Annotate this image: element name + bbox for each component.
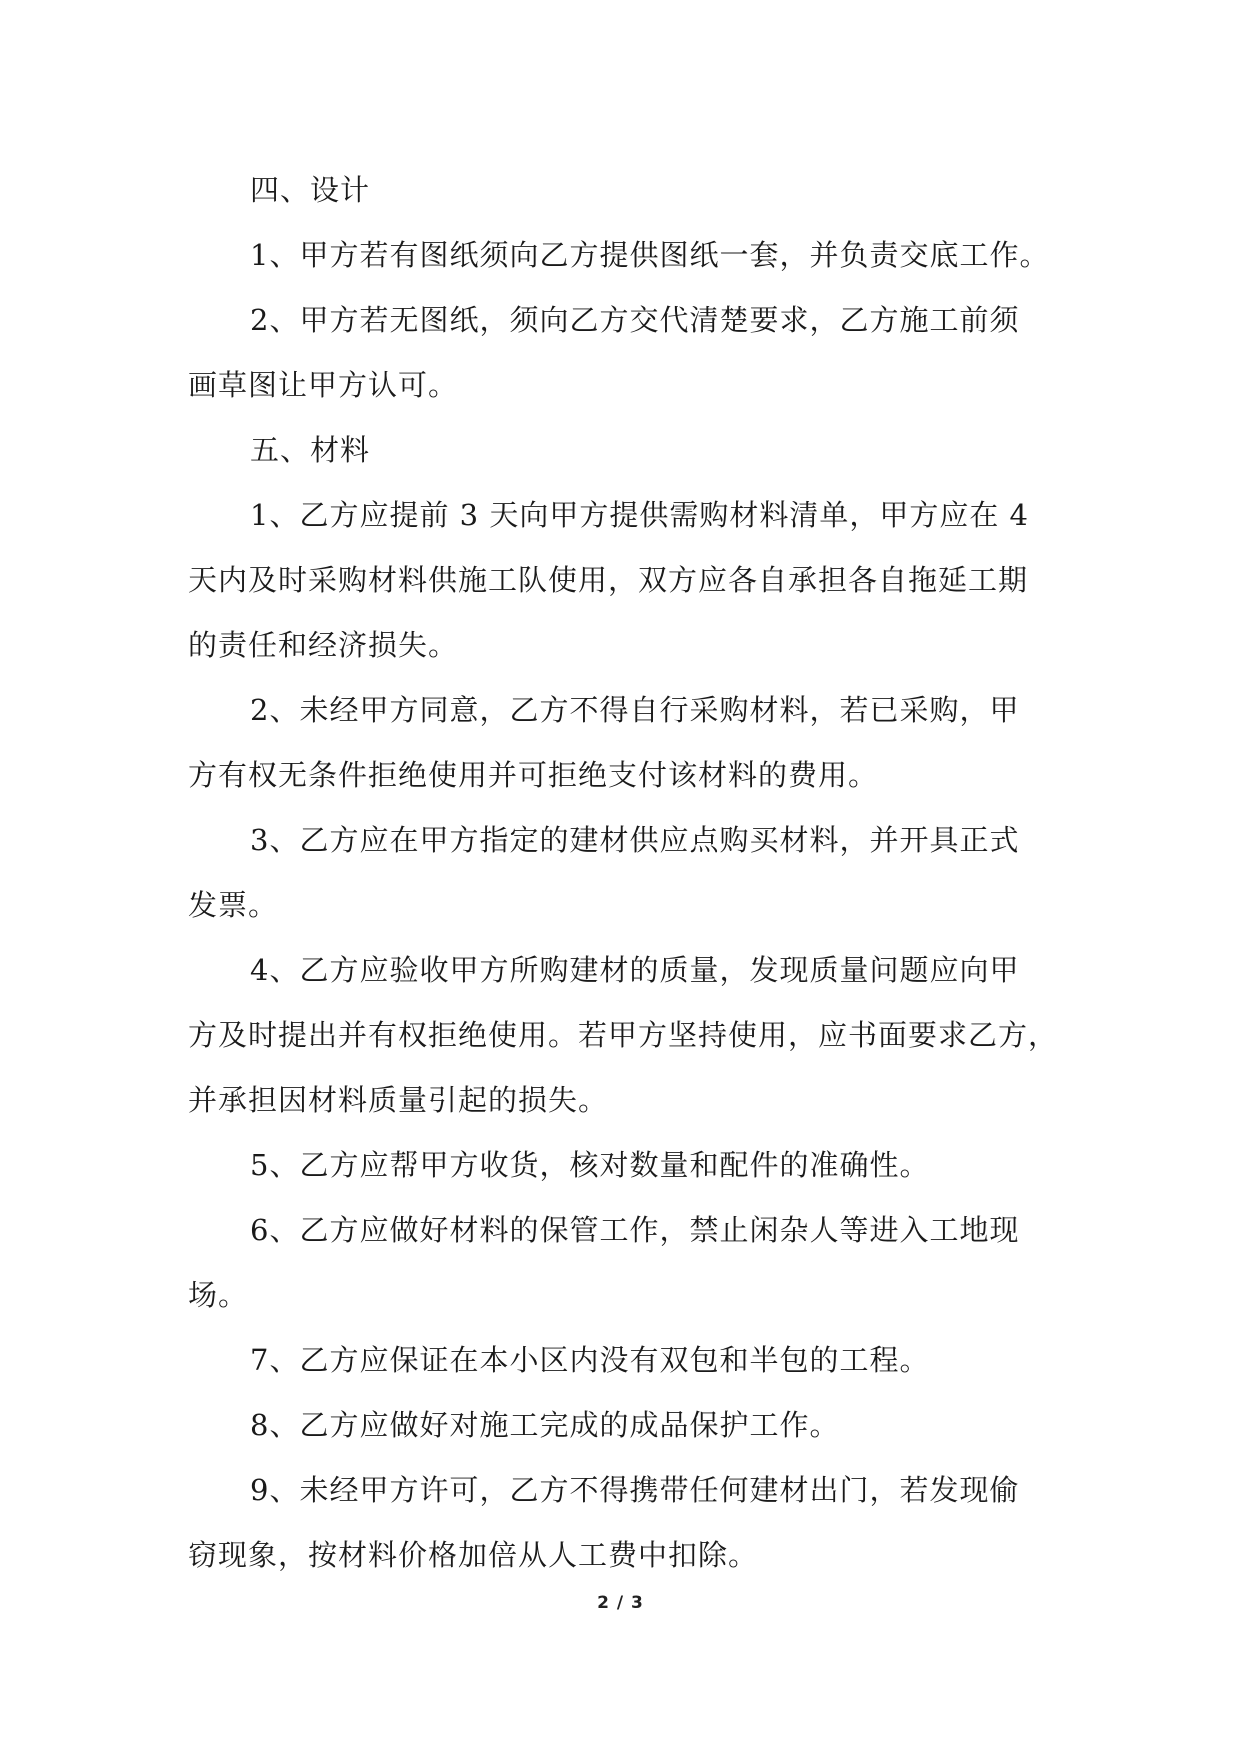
section-heading-materials: 五、材料 [250,433,371,467]
clause-4-2 [188,288,1058,418]
clause-5-4 [188,938,1058,1133]
clause-line: 方及时提出并有权拒绝使用。若甲方坚持使用，应书面要求乙方， [188,1018,1059,1052]
clause-line: 并承担因材料质量引起的损失。 [188,1083,609,1117]
clause-line: 4、乙方应验收甲方所购建材的质量，发现质量问题应向甲 [250,953,1020,987]
clause-line: 窃现象，按材料价格加倍从人工费中扣除。 [188,1538,759,1572]
clause-5-3 [188,808,1058,938]
clause-line: 方有权无条件拒绝使用并可拒绝支付该材料的费用。 [188,758,879,792]
clause-line: 场。 [188,1278,249,1312]
clause-5-6 [188,1198,1058,1328]
clause-line: 7、乙方应保证在本小区内没有双包和半包的工程。 [250,1343,930,1377]
clause-line: 的责任和经济损失。 [188,628,459,662]
clause-line: 发票。 [188,888,279,922]
clause-5-7 [188,1328,1058,1393]
clause-line: 画草图让甲方认可。 [188,368,459,402]
clause-5-8 [188,1393,1058,1458]
clause-line: 1、乙方应提前 3 天向甲方提供需购材料清单，甲方应在 4 [250,498,1030,532]
page-number: 2 / 3 [597,1593,644,1613]
clause-5-9 [188,1458,1058,1588]
clause-line: 天内及时采购材料供施工队使用，双方应各自承担各自拖延工期 [188,563,1029,597]
clause-4-1 [188,223,1058,288]
clause-5-2 [188,678,1058,808]
clause-line: 3、乙方应在甲方指定的建材供应点购买材料，并开具正式 [250,823,1020,857]
clause-line: 2、甲方若无图纸，须向乙方交代清楚要求，乙方施工前须 [250,303,1020,337]
clause-line: 1、甲方若有图纸须向乙方提供图纸一套，并负责交底工作。 [250,238,1050,272]
clause-line: 8、乙方应做好对施工完成的成品保护工作。 [250,1408,840,1442]
clause-line: 5、乙方应帮甲方收货，核对数量和配件的准确性。 [250,1148,930,1182]
clause-line: 2、未经甲方同意，乙方不得自行采购材料，若已采购，甲 [250,693,1020,727]
section-heading-design: 四、设计 [250,173,371,207]
clause-line: 9、未经甲方许可，乙方不得携带任何建材出门，若发现偷 [250,1473,1020,1507]
clause-5-5 [188,1133,1058,1198]
clause-line: 6、乙方应做好材料的保管工作，禁止闲杂人等进入工地现 [250,1213,1020,1247]
document-body [188,158,1058,1588]
clause-5-1 [188,483,1058,678]
